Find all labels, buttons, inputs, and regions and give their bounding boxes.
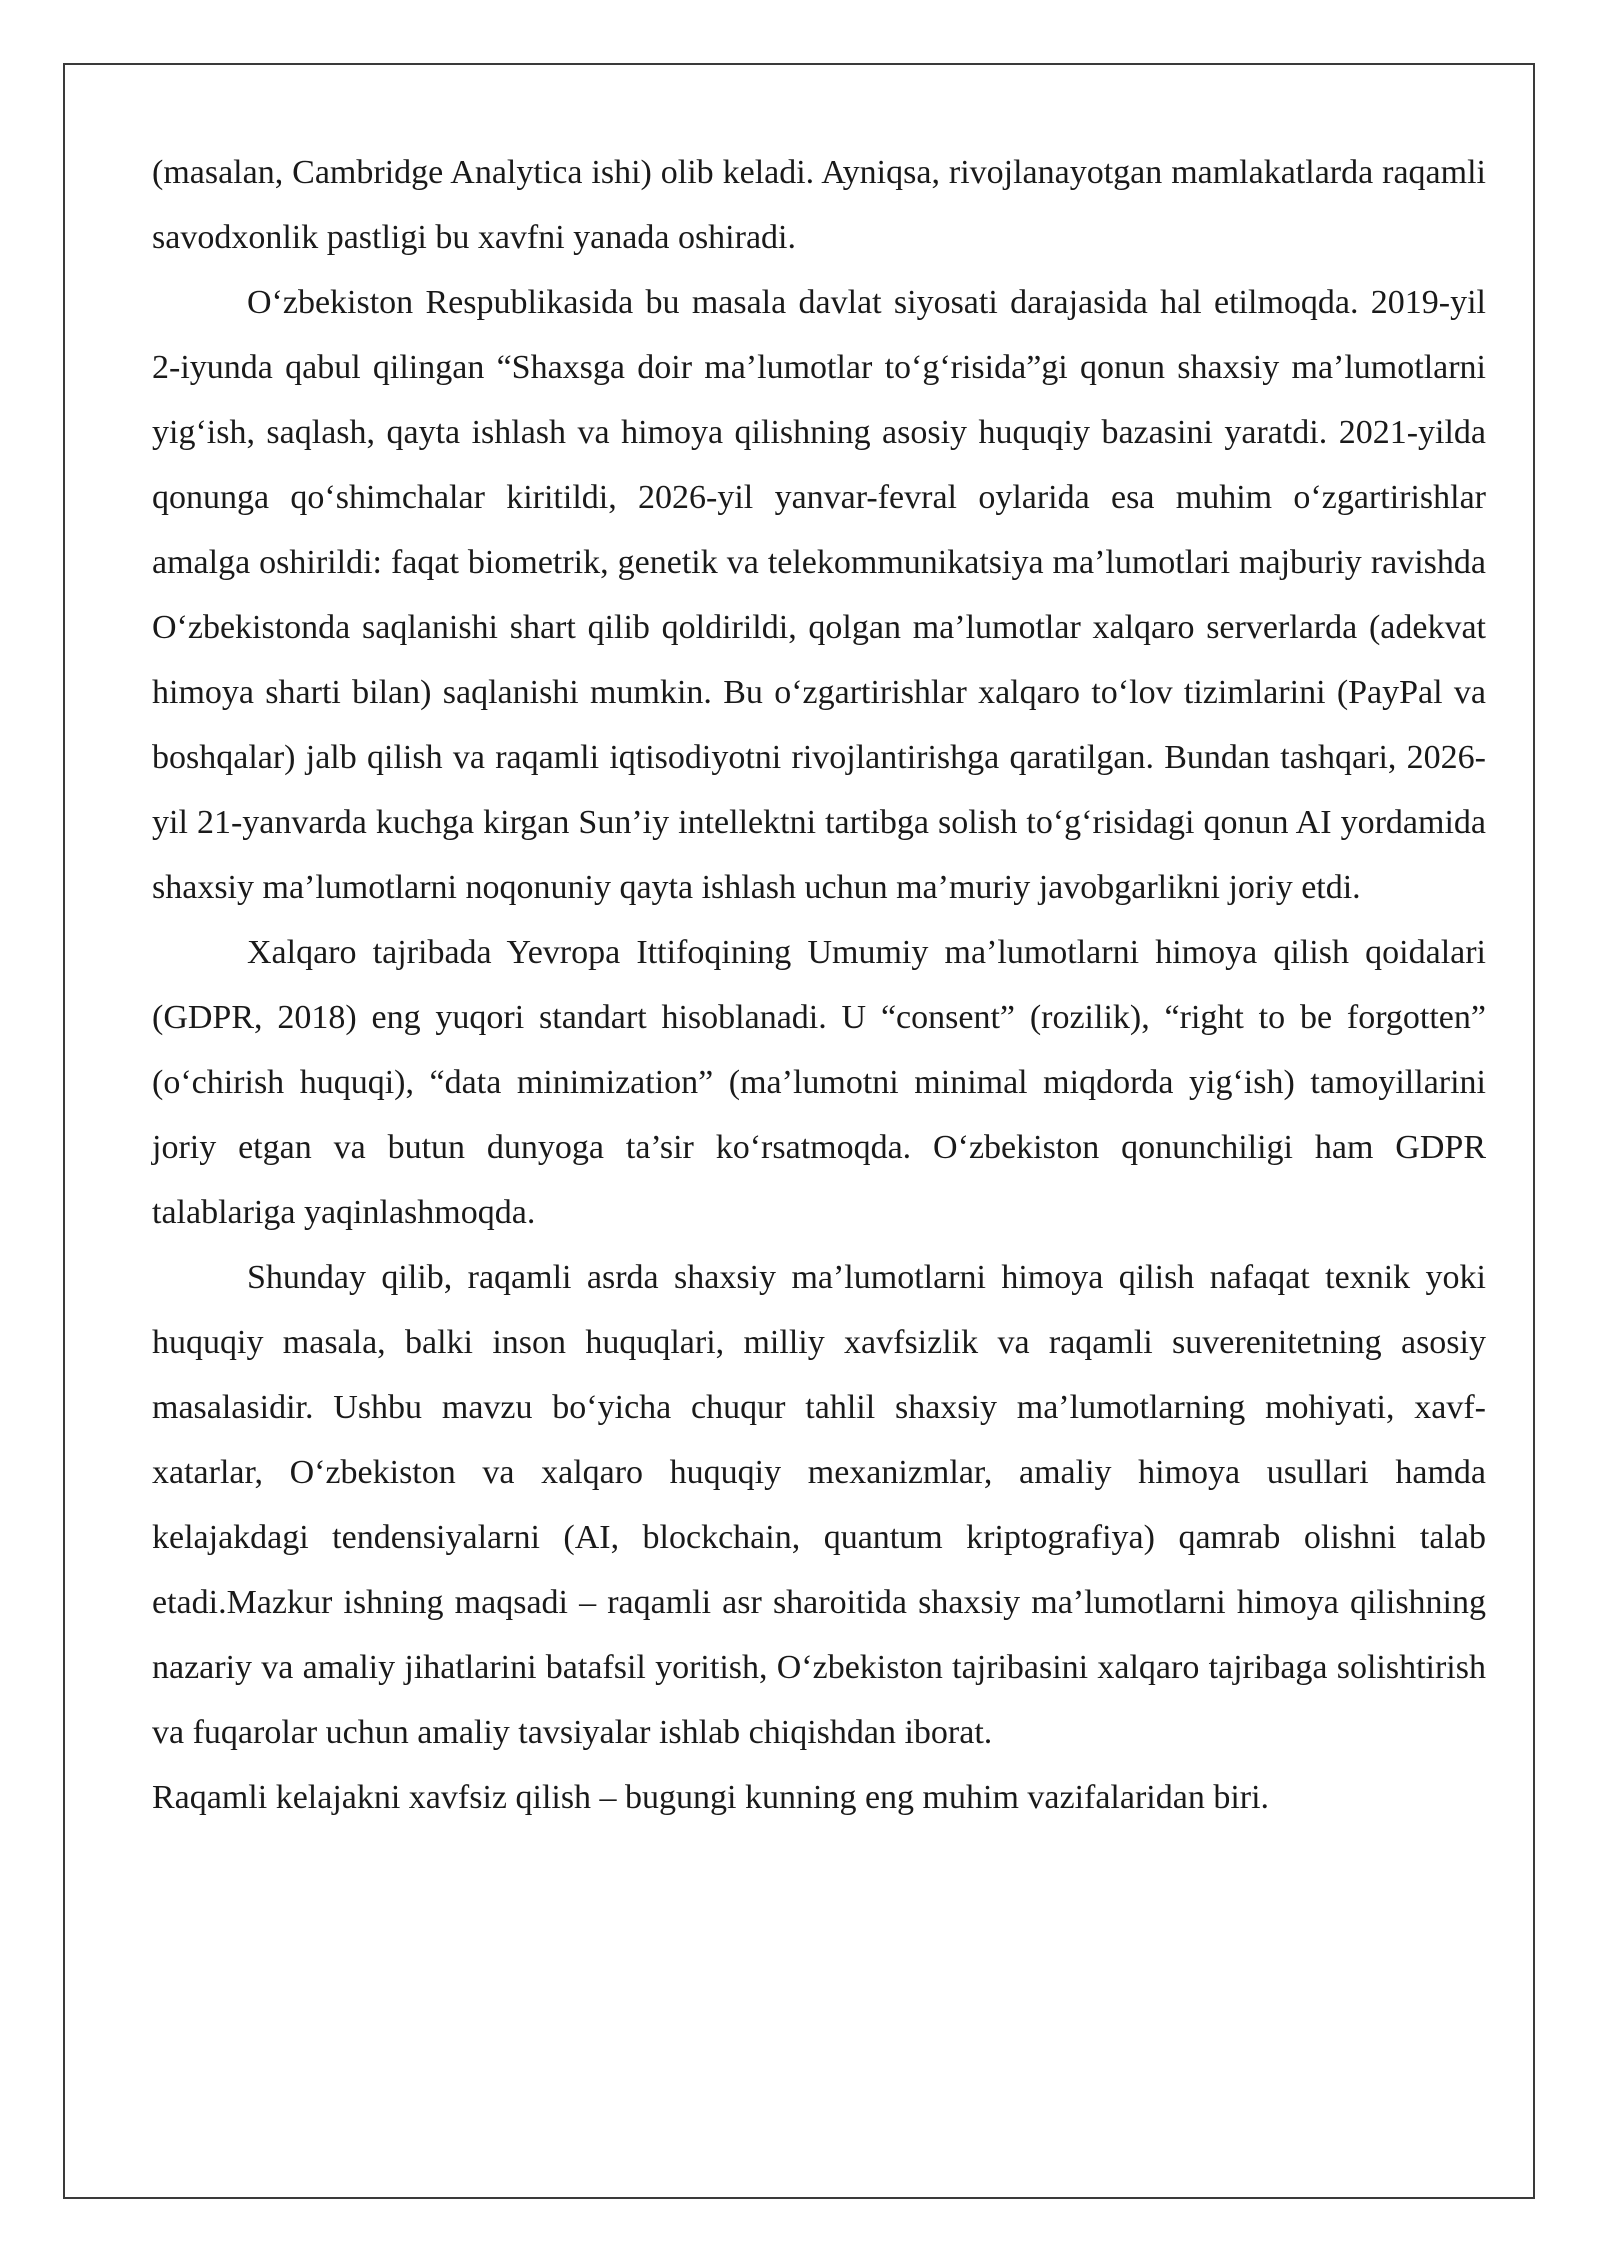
paragraph-closing-line: Raqamli kelajakni xavfsiz qilish – bugungi kunning eng muhim vazifalaridan biri. [152,1779,1270,1816]
paragraph-uzbekistan-law: O‘zbekiston Respublikasida bu masala davlat siyosati darajasida hal etilmoqda. 2019-yil 2-iyunda qabul qilingan “Shaxsga doir ma’lumotlar to‘g‘risida”gi qonun shaxsiy ma’lumotlarni yig‘ish, saqlash, qayta ishlash va himoya qilishning asosiy huquqiy bazasini yaratdi. 2021-yilda qonunga qo‘shimchalar kiritildi, 2026-yil yanvar-fevral oylarida esa muhim o‘zgartirishlar amalga oshirildi: faqat biometrik, genetik va telekommunikatsiya ma’lumotlari majburiy ravishda O‘zbekistonda saqlanishi shart qilib qoldirildi, qolgan ma’lumotlar xalqaro serverlarda (adekvat himoya sharti bilan) saqlanishi mumkin. Bu o‘zgartirishlar xalqaro to‘lov tizimlarini (PayPal va boshqalar) jalb qilish va raqamli iqtisodiyotni rivojlantirishga qaratilgan. Bundan tashqari, 2026-yil 21-yanvarda kuchga kirgan Sun’iy intellektni tartibga solish to‘g‘risidagi qonun AI yordamida shaxsiy ma’lumotlarni noqonuniy qayta ishlash uchun ma’muriy javobgarlikni joriy etdi. [152,284,1486,906]
paragraph-conclusion: Shunday qilib, raqamli asrda shaxsiy ma’lumotlarni himoya qilish nafaqat texnik yoki huquqiy masala, balki inson huquqlari, milliy xavfsizlik va raqamli suverenitetning asosiy masalasidir. Ushbu mavzu bo‘yicha chuqur tahlil shaxsiy ma’lumotlarning mohiyati, xavf-xatarlar, O‘zbekiston va xalqaro huquqiy mexanizmlar, amaliy himoya usullari hamda kelajakdagi tendensiyalarni (AI, blockchain, quantum kriptografiya) qamrab olishni talab etadi.Mazkur ishning maqsadi – raqamli asr sharoitida shaxsiy ma’lumotlarni himoya qilishning nazariy va amaliy jihatlarini batafsil yoritish, O‘zbekiston tajribasini xalqaro tajribaga solishtirish va fuqarolar uchun amaliy tavsiyalar ishlab chiqishdan iborat. [152,1259,1486,1751]
paragraph-international-gdpr: Xalqaro tajribada Yevropa Ittifoqining Umumiy ma’lumotlarni himoya qilish qoidalari (GDPR, 2018) eng yuqori standart hisoblanadi. U “consent” (rozilik), “right to be forgotten” (o‘chirish huquqi), “data minimization” (ma’lumotni minimal miqdorda yig‘ish) tamoyillarini joriy etgan va butun dunyoga ta’sir ko‘rsatmoqda. O‘zbekiston qonunchiligi ham GDPR talablariga yaqinlashmoqda. [152,934,1486,1231]
document-body [152,140,1486,1830]
paragraph-continuation: (masalan, Cambridge Analytica ishi) olib keladi. Ayniqsa, rivojlanayotgan mamlakatlarda raqamli savodxonlik pastligi bu xavfni yanada oshiradi. [152,154,1486,256]
